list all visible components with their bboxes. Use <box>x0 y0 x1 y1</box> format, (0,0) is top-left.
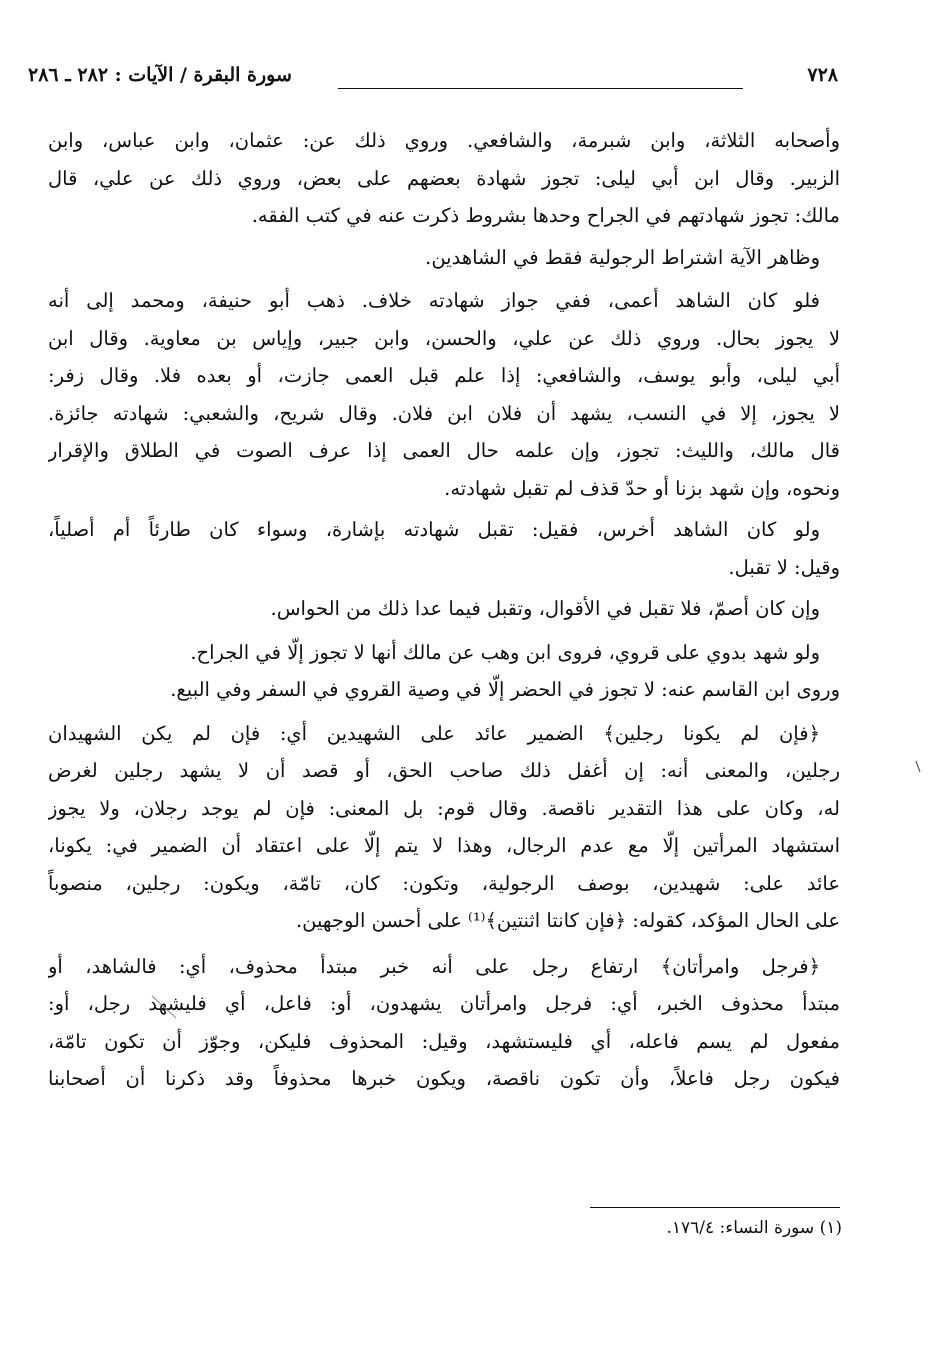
paragraph <box>48 715 840 940</box>
text-line: وأصحابه الثلاثة، وابن شبرمة، والشافعي. وروي ذلك عن: عثمان، وابن عباس، وابن <box>48 129 840 152</box>
paragraph <box>48 511 840 586</box>
running-title: سورة البقرة / الآيات : ٢٨٢ ـ ٢٨٦ <box>28 64 292 86</box>
page-number: ٧٢٨ <box>807 64 838 86</box>
text-line: وروى ابن القاسم عنه: لا تجوز في الحضر إلّا في وصية القروي في السفر وفي البيع. <box>170 678 840 701</box>
text-line: له، وكان على هذا التقدير ناقصة. وقال قوم: بل المعنى: فإن لم يوجد رجلان، ولا يجوز <box>48 796 840 820</box>
footnote-rule <box>590 1207 840 1208</box>
paragraph <box>48 634 840 709</box>
text-line: لا يجوز، إلا في النسب، يشهد أن فلان ابن فلان. وقال شريح، والشعبي: شهادته جائزة. <box>48 401 840 425</box>
scan-artifact <box>150 994 180 1020</box>
text-line: وإن كان أصمّ، فلا تقبل في الأقوال، وتقبل فيما عدا ذلك من الحواس. <box>270 597 820 620</box>
text-line: لا يجوز بحال. وروي ذلك عن علي، والحسن، وابن جبير، وإياس بن معاوية. وقال ابن <box>48 326 840 350</box>
text-line: مفعول لم يسم فاعله، أي فليستشهد، وقيل: المحذوف فليكن، وجوّز أن تكون تامّة، <box>48 1029 840 1053</box>
text-line: ولو كان الشاهد أخرس، فقيل: تقبل شهادته بإشارة، وسواء كان طارئاً أم أصلياً، <box>48 518 820 541</box>
margin-mark <box>915 760 923 774</box>
text-line: عائد على: شهيدين، بوصف الرجولية، وتكون: كان، تامّة، ويكون: رجلين، منصوباً <box>48 871 840 895</box>
text-line: ولو شهد بدوي على قروي، فروى ابن وهب عن مالك أنها لا تجوز إلّا في الجراح. <box>190 640 820 664</box>
text-line: الزبير. وقال ابن أبي ليلى: تجوز شهادة بعضهم على بعض، وروي ذلك عن علي، قال <box>48 166 840 190</box>
paragraph <box>48 122 840 235</box>
text-line: استشهاد المرأتين إلّا مع عدم الرجال، وهذا لا يتم إلّا على اعتقاد أن الضمير في: يكونا، <box>48 834 840 857</box>
text-line: ﴿فإن لم يكونا رجلين﴾ الضمير عائد على الشهيدين أي: فإن لم يكن الشهيدان <box>48 721 820 745</box>
text-line: قال مالك، والليث: تجوز، وإن علمه حال العمى إذا عرف الصوت في الطلاق والإقرار <box>48 439 840 462</box>
paragraph <box>48 590 840 628</box>
text-line: أبي ليلى، وأبو يوسف، والشافعي: إذا علم قبل العمى جازت، أو بعده فلا. وقال زفر: <box>48 364 840 387</box>
text-line: وقيل: لا تقبل. <box>728 555 840 579</box>
main-text <box>48 122 840 1098</box>
page-header <box>28 60 838 94</box>
text-line: ونحوه، وإن شهد بزنا أو حدّ قذف لم تقبل شهادته. <box>444 476 840 500</box>
footnote: (١) سورة النساء: ١٧٦/٤. <box>666 1218 842 1238</box>
text-line: فيكون رجل فاعلاً، وأن تكون ناقصة، ويكون خبرها محذوفاً وقد ذكرنا أن أصحابنا <box>48 1067 840 1090</box>
paragraph <box>48 282 840 507</box>
text-line: مبتدأ محذوف الخبر، أي: فرجل وامرأتان يشهدون، أو: فاعل، أي فليشهد رجل، أو: <box>48 992 840 1015</box>
header-rule <box>338 88 743 89</box>
text-line: رجلين، والمعنى أنه: إن أغفل ذلك صاحب الحق، أو قصد أن لا يشهد رجلين لغرض <box>48 759 840 782</box>
paragraph <box>48 239 840 277</box>
paragraph <box>48 948 840 1098</box>
text-line: ﴿فرجل وامرأتان﴾ ارتفاع رجل على أنه خبر مبتدأ محذوف، أي: فالشاهد، أو <box>48 954 820 978</box>
text-line: على الحال المؤكد، كقوله: ﴿فإن كانتا اثنتين﴾⁽¹⁾ على أحسن الوجهين. <box>295 909 840 932</box>
text-line: فلو كان الشاهد أعمى، ففي جواز شهادته خلاف. ذهب أبو حنيفة، ومحمد إلى أنه <box>48 289 820 312</box>
text-line: وظاهر الآية اشتراط الرجولية فقط في الشاهدين. <box>425 245 820 269</box>
text-line: مالك: تجوز شهادتهم في الجراح وحدها بشروط ذكرت عنه في كتب الفقه. <box>251 204 840 227</box>
